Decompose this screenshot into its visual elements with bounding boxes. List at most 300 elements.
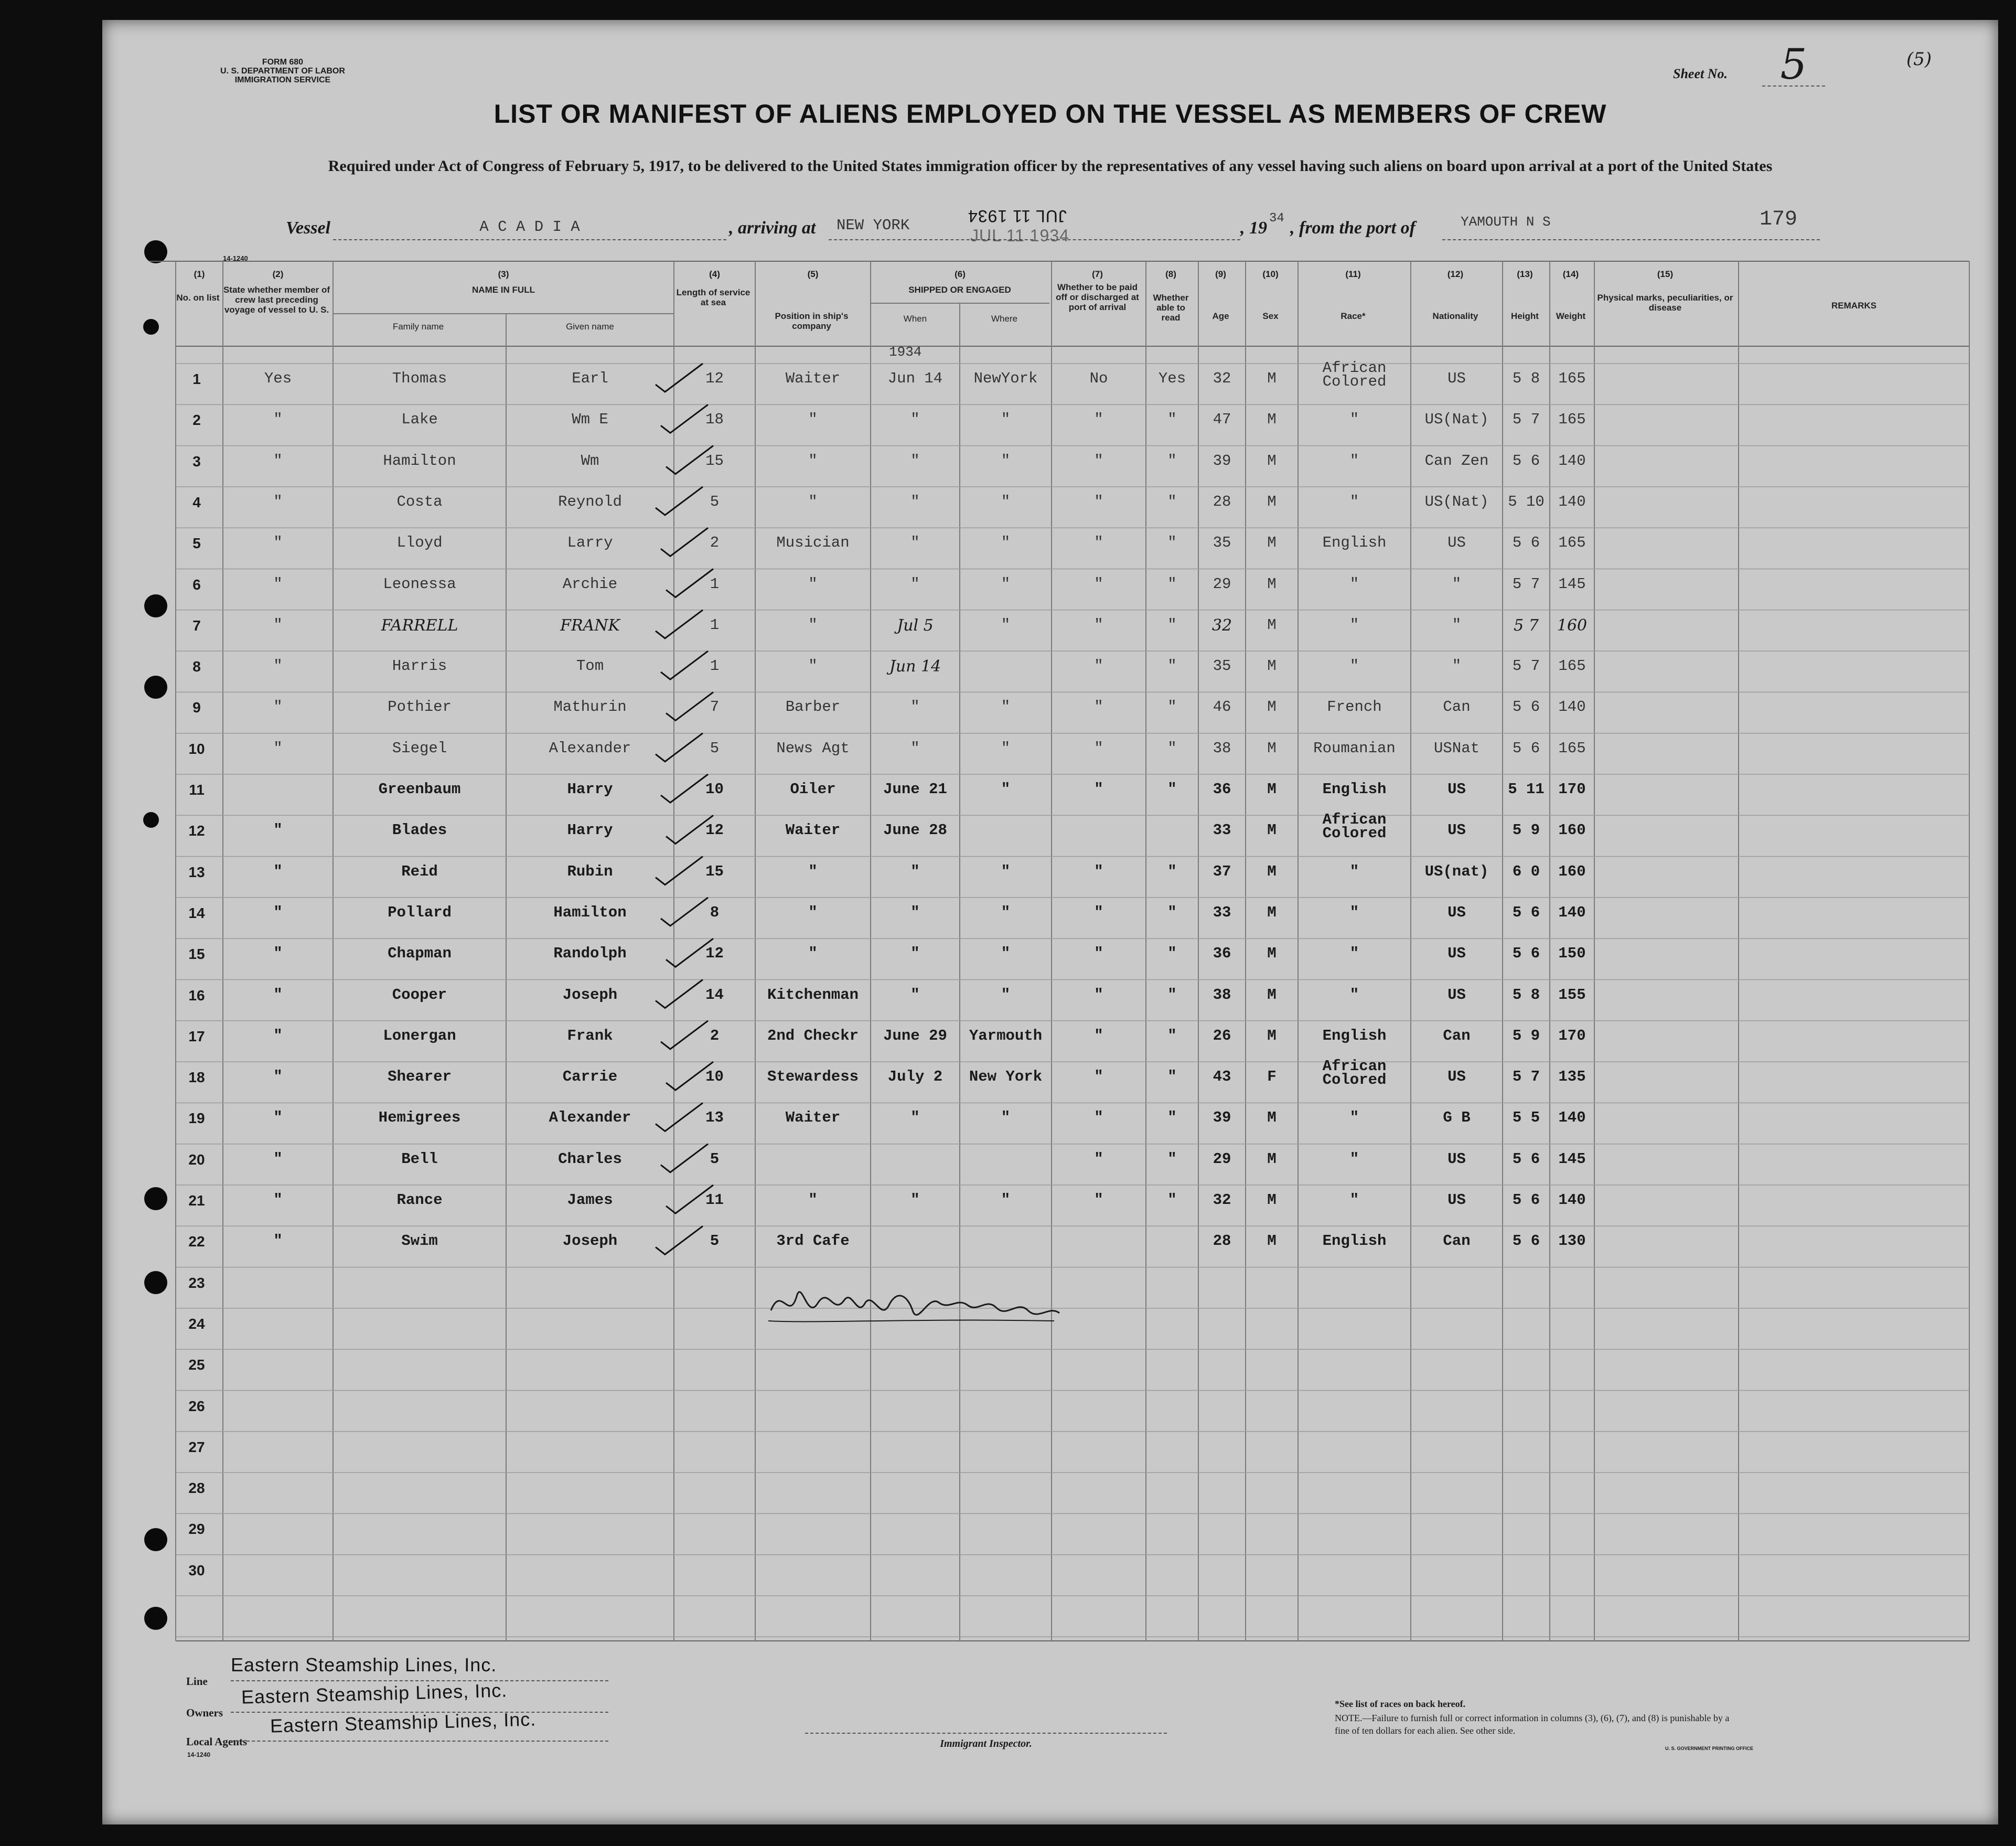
row-number: 12 — [188, 823, 205, 839]
hdr-position: Position in ship's company — [775, 311, 849, 331]
hdr-age: Age — [1212, 311, 1229, 321]
row-prev-voyage: " — [273, 657, 283, 675]
year-prefix: , 19 — [1240, 218, 1267, 238]
row-length-service: 5 — [710, 739, 720, 757]
row-family-name: Pothier — [388, 698, 452, 716]
row-able-read: " — [1167, 452, 1177, 469]
row-weight: 140 — [1558, 452, 1586, 469]
row-weight: 155 — [1558, 986, 1586, 1004]
row-shipped-where: " — [1001, 781, 1011, 798]
row-age: 29 — [1213, 1150, 1231, 1168]
row-age: 33 — [1213, 903, 1231, 921]
row-position: Waiter — [785, 1109, 841, 1127]
hdr-no-on-list: No. on list — [176, 293, 220, 303]
row-shipped-where: NewYork — [973, 370, 1038, 387]
row-race: " — [1349, 1109, 1359, 1127]
row-race: English — [1322, 781, 1387, 798]
row-weight: 165 — [1558, 411, 1586, 429]
row-paid-off: " — [1094, 739, 1103, 757]
row-nationality: US — [1447, 534, 1466, 552]
row-prev-voyage: " — [273, 903, 283, 921]
row-sex: M — [1267, 370, 1277, 387]
row-shipped-where: " — [1001, 862, 1011, 880]
row-shipped-when: " — [910, 452, 920, 469]
row-sex: M — [1267, 781, 1277, 798]
row-shipped-when: " — [910, 534, 920, 552]
row-shipped-when: " — [910, 945, 920, 963]
row-able-read: " — [1167, 945, 1177, 963]
from-port: YAMOUTH N S — [1461, 214, 1551, 230]
row-paid-off: " — [1094, 698, 1103, 716]
row-sex: M — [1267, 616, 1277, 634]
row-family-name: Lake — [401, 411, 438, 429]
row-height: 6 0 — [1512, 862, 1540, 880]
hdr-weight: Weight — [1556, 311, 1586, 321]
row-height: 5 8 — [1512, 986, 1540, 1004]
arriving-label: , arriving at — [729, 218, 816, 238]
footer-owners-value: Eastern Steamship Lines, Inc. — [241, 1679, 508, 1708]
row-weight: 160 — [1558, 821, 1586, 839]
row-position: " — [808, 903, 818, 921]
row-prev-voyage: " — [273, 411, 283, 429]
row-shipped-when: June 28 — [883, 821, 947, 839]
hdr-name-in-full: NAME IN FULL — [472, 285, 535, 295]
row-prev-voyage: " — [273, 945, 283, 963]
row-height: 5 7 — [1512, 1068, 1540, 1086]
row-nationality: USNat — [1433, 739, 1479, 757]
row-family-name: FARRELL — [381, 616, 458, 635]
row-shipped-when: " — [910, 493, 920, 510]
row-length-service: 11 — [705, 1191, 724, 1209]
row-length-service: 5 — [710, 493, 720, 510]
row-able-read: " — [1167, 986, 1177, 1004]
row-given-name: Randolph — [553, 945, 627, 963]
row-race: " — [1349, 411, 1359, 429]
row-shipped-when: Jun 14 — [887, 370, 943, 387]
hdr-sex: Sex — [1262, 311, 1279, 321]
row-race: " — [1349, 575, 1359, 593]
row-able-read: " — [1167, 616, 1177, 634]
row-prev-voyage: " — [273, 986, 283, 1004]
row-height: 5 10 — [1508, 493, 1545, 510]
row-paid-off: " — [1094, 575, 1103, 593]
row-sex: M — [1267, 657, 1277, 675]
row-family-name: Harris — [392, 657, 447, 675]
row-age: 28 — [1213, 493, 1231, 510]
row-weight: 140 — [1558, 1109, 1586, 1127]
row-prev-voyage: " — [273, 1027, 283, 1044]
row-position: " — [808, 616, 818, 634]
row-shipped-where: " — [1001, 411, 1011, 429]
row-sex: M — [1267, 493, 1277, 510]
row-prev-voyage: " — [273, 616, 283, 634]
row-length-service: 12 — [705, 370, 724, 387]
row-race: French — [1327, 698, 1382, 716]
row-length-service: 2 — [710, 1027, 720, 1044]
row-position: " — [808, 575, 818, 593]
row-sex: M — [1267, 1027, 1277, 1044]
row-position: " — [808, 493, 818, 510]
row-able-read: " — [1167, 575, 1177, 593]
row-nationality: " — [1452, 657, 1462, 675]
row-age: 26 — [1213, 1027, 1231, 1044]
row-nationality: US — [1447, 945, 1466, 963]
footer-owners-label: Owners — [186, 1706, 223, 1719]
row-able-read: " — [1167, 739, 1177, 757]
page-number: 179 — [1760, 208, 1798, 231]
row-paid-off: " — [1094, 493, 1103, 510]
row-length-service: 1 — [710, 616, 720, 634]
row-able-read: " — [1167, 1068, 1177, 1086]
row-weight: 160 — [1558, 862, 1586, 880]
row-prev-voyage: " — [273, 493, 283, 510]
row-sex: M — [1267, 821, 1277, 839]
port-label: , from the port of — [1290, 218, 1416, 238]
arriving-port: NEW YORK — [837, 217, 910, 234]
row-number: 21 — [188, 1192, 205, 1209]
row-prev-voyage: " — [273, 1068, 283, 1086]
row-sex: M — [1267, 1232, 1277, 1250]
row-race: " — [1349, 986, 1359, 1004]
row-height: 5 6 — [1512, 1150, 1540, 1168]
row-length-service: 10 — [705, 781, 724, 798]
row-position: News Agt — [776, 739, 850, 757]
row-shipped-where: New York — [969, 1068, 1043, 1086]
row-race: " — [1349, 493, 1359, 510]
row-weight: 140 — [1558, 903, 1586, 921]
row-given-name: Charles — [558, 1150, 622, 1168]
row-height: 5 7 — [1512, 575, 1540, 593]
row-number: 30 — [188, 1562, 205, 1578]
row-length-service: 15 — [705, 862, 724, 880]
date-stamp-mirror: JUL 11 1934 — [968, 207, 1067, 226]
row-given-name: Alexander — [549, 739, 631, 757]
row-length-service: 8 — [710, 903, 720, 921]
hdr-race: Race* — [1341, 311, 1366, 321]
row-race: English — [1322, 1027, 1387, 1044]
row-family-name: Greenbaum — [378, 781, 461, 798]
footer-line-value: Eastern Steamship Lines, Inc. — [231, 1654, 497, 1676]
row-age: 39 — [1213, 1109, 1231, 1127]
row-age: 33 — [1213, 821, 1231, 839]
footnote-races: *See list of races on back hereof. — [1335, 1699, 1466, 1709]
row-sex: M — [1267, 575, 1277, 593]
row-paid-off: " — [1094, 1109, 1103, 1127]
hdr-given-name: Given name — [566, 322, 614, 332]
row-paid-off: " — [1094, 657, 1103, 675]
hdr-height: Height — [1511, 311, 1539, 321]
column-number: (12) — [1447, 269, 1464, 279]
row-given-name: Harry — [567, 781, 613, 798]
row-height: 5 6 — [1512, 1232, 1540, 1250]
row-nationality: Can — [1443, 1232, 1471, 1250]
row-sex: M — [1267, 411, 1277, 429]
row-shipped-when: " — [910, 862, 920, 880]
hdr-shipped-engaged: SHIPPED OR ENGAGED — [908, 285, 1011, 295]
row-sex: M — [1267, 534, 1277, 552]
row-number: 22 — [188, 1233, 205, 1250]
row-paid-off: " — [1094, 452, 1103, 469]
column-number: (7) — [1092, 269, 1103, 279]
row-length-service: 12 — [705, 821, 724, 839]
inspector-label: Immigrant Inspector. — [940, 1738, 1032, 1749]
row-given-name: Archie — [562, 575, 618, 593]
row-number: 19 — [188, 1110, 205, 1127]
column-number: (11) — [1345, 269, 1361, 279]
row-family-name: Pollard — [388, 903, 452, 921]
row-nationality: US — [1447, 1150, 1466, 1168]
row-nationality: Can — [1443, 1027, 1471, 1044]
row-nationality: US — [1447, 903, 1466, 921]
column-number: (3) — [498, 269, 509, 279]
row-age: 28 — [1213, 1232, 1231, 1250]
row-length-service: 12 — [705, 945, 724, 963]
row-position: Musician — [776, 534, 850, 552]
row-age: 43 — [1213, 1068, 1231, 1086]
row-paid-off: " — [1094, 1191, 1103, 1209]
row-given-name: Wm — [581, 452, 599, 469]
row-position: Waiter — [785, 821, 841, 839]
row-position: " — [808, 1191, 818, 1209]
row-able-read: " — [1167, 1027, 1177, 1044]
footer-agents-underline — [231, 1741, 608, 1742]
row-weight: 165 — [1558, 739, 1586, 757]
row-nationality: US — [1447, 1068, 1466, 1086]
row-position: " — [808, 657, 818, 675]
row-length-service: 5 — [710, 1232, 720, 1250]
row-prev-voyage: " — [273, 1109, 283, 1127]
row-number: 28 — [188, 1480, 205, 1497]
sheet-label: Sheet No. — [1673, 66, 1728, 81]
row-height: 5 5 — [1512, 1109, 1540, 1127]
row-prev-voyage: " — [273, 534, 283, 552]
row-able-read: " — [1167, 411, 1177, 429]
row-given-name: Alexander — [549, 1109, 631, 1127]
row-paid-off: " — [1094, 1068, 1103, 1086]
row-number: 16 — [188, 987, 205, 1004]
row-able-read: " — [1167, 1109, 1177, 1127]
row-sex: F — [1267, 1068, 1277, 1086]
row-height: 5 8 — [1512, 370, 1540, 387]
row-sex: M — [1267, 739, 1277, 757]
row-race: Roumanian — [1313, 739, 1396, 757]
row-age: 46 — [1213, 698, 1231, 716]
row-paid-off: " — [1094, 903, 1103, 921]
vessel-name: A C A D I A — [479, 218, 580, 236]
row-prev-voyage: " — [273, 1150, 283, 1168]
row-number: 5 — [192, 535, 201, 552]
row-age: 29 — [1213, 575, 1231, 593]
row-shipped-when: " — [910, 698, 920, 716]
inspector-signature — [760, 1274, 1075, 1331]
row-shipped-when: " — [910, 575, 920, 593]
row-sex: M — [1267, 1191, 1277, 1209]
row-number: 20 — [188, 1151, 205, 1168]
row-number: 13 — [188, 863, 205, 880]
row-family-name: Cooper — [392, 986, 447, 1004]
year-note: 1934 — [889, 344, 922, 360]
row-height: 5 7 — [1512, 657, 1540, 675]
row-nationality: Can — [1443, 698, 1471, 716]
row-number: 25 — [188, 1357, 205, 1373]
year-value: 34 — [1269, 211, 1284, 226]
row-height: 5 6 — [1512, 739, 1540, 757]
row-number: 24 — [188, 1315, 205, 1332]
row-weight: 160 — [1557, 616, 1588, 635]
row-weight: 140 — [1558, 493, 1586, 510]
row-family-name: Costa — [396, 493, 443, 510]
row-prev-voyage: Yes — [264, 370, 292, 387]
row-race: English — [1322, 1232, 1387, 1250]
form-number: FORM 680 — [262, 58, 304, 67]
row-nationality: US(nat) — [1424, 862, 1489, 880]
row-shipped-when: " — [910, 1109, 920, 1127]
row-shipped-where: " — [1001, 1109, 1011, 1127]
row-weight: 170 — [1558, 781, 1586, 798]
row-shipped-where: " — [1001, 739, 1011, 757]
row-sex: M — [1267, 903, 1277, 921]
row-race: English — [1322, 534, 1387, 552]
row-position: " — [808, 945, 818, 963]
row-height: 5 6 — [1512, 945, 1540, 963]
row-prev-voyage: " — [273, 739, 283, 757]
row-shipped-when: " — [910, 903, 920, 921]
row-family-name: Bell — [401, 1150, 438, 1168]
department: U. S. DEPARTMENT OF LABOR — [220, 67, 345, 76]
row-able-read: Yes — [1158, 370, 1186, 387]
row-nationality: US — [1447, 1191, 1466, 1209]
row-shipped-where: " — [1001, 493, 1011, 510]
row-prev-voyage: " — [273, 862, 283, 880]
row-age: 32 — [1213, 370, 1231, 387]
row-prev-voyage: " — [273, 1191, 283, 1209]
row-shipped-where: " — [1001, 945, 1011, 963]
row-sex: M — [1267, 452, 1277, 469]
row-family-name: Chapman — [388, 945, 452, 963]
row-length-service: 2 — [710, 534, 720, 552]
row-number: 7 — [192, 617, 201, 634]
row-shipped-where: " — [1001, 698, 1011, 716]
row-weight: 140 — [1558, 1191, 1586, 1209]
row-given-name: Mathurin — [553, 698, 627, 716]
row-able-read: " — [1167, 493, 1177, 510]
row-paid-off: " — [1094, 534, 1103, 552]
row-number: 11 — [189, 782, 205, 798]
row-race: " — [1349, 616, 1359, 634]
row-weight: 140 — [1558, 698, 1586, 716]
row-age: 37 — [1213, 862, 1231, 880]
hdr-where: Where — [991, 314, 1018, 324]
row-shipped-when: " — [910, 986, 920, 1004]
row-paid-off: No — [1089, 370, 1108, 387]
row-height: 5 6 — [1512, 452, 1540, 469]
row-sex: M — [1267, 862, 1277, 880]
row-race: African Colored — [1322, 1058, 1387, 1089]
row-shipped-where: " — [1001, 1191, 1011, 1209]
row-nationality: US(Nat) — [1424, 493, 1489, 510]
row-number: 26 — [188, 1397, 205, 1414]
row-length-service: 7 — [710, 698, 720, 716]
column-number: (2) — [272, 269, 284, 279]
row-given-name: Hamilton — [553, 903, 627, 921]
row-shipped-when: " — [910, 1191, 920, 1209]
row-position: Oiler — [790, 781, 836, 798]
row-number: 2 — [192, 412, 201, 429]
row-height: 5 9 — [1512, 821, 1540, 839]
page-subtitle: Required under Act of Congress of February 5, 1917, to be delivered to the United States immigration officer by the representatives of any vessel having such aliens on board upon arrival at a port of the United States — [328, 157, 1773, 175]
row-shipped-where: " — [1001, 616, 1011, 634]
row-length-service: 1 — [710, 657, 720, 675]
row-nationality: US — [1447, 781, 1466, 798]
column-number: (6) — [955, 269, 966, 279]
sheet-number: 5 — [1762, 44, 1825, 87]
row-number: 29 — [188, 1521, 205, 1538]
column-number: (4) — [709, 269, 720, 279]
row-shipped-when: June 21 — [883, 781, 947, 798]
row-paid-off: " — [1094, 945, 1103, 963]
row-prev-voyage: " — [273, 1232, 283, 1250]
hdr-nationality: Nationality — [1432, 311, 1478, 321]
row-prev-voyage: " — [273, 452, 283, 469]
row-shipped-where: " — [1001, 986, 1011, 1004]
row-family-name: Swim — [401, 1232, 438, 1250]
row-weight: 145 — [1558, 1150, 1586, 1168]
row-number: 9 — [192, 699, 201, 716]
row-able-read: " — [1167, 1191, 1177, 1209]
row-length-service: 10 — [705, 1068, 724, 1086]
footer-agents-value: Eastern Steamship Lines, Inc. — [270, 1708, 537, 1737]
row-given-name: Reynold — [558, 493, 622, 510]
row-paid-off: " — [1094, 1150, 1103, 1168]
row-age: 39 — [1213, 452, 1231, 469]
row-race: " — [1349, 862, 1359, 880]
row-nationality: " — [1452, 616, 1462, 634]
row-nationality: " — [1452, 575, 1462, 593]
row-length-service: 18 — [705, 411, 724, 429]
row-position: " — [808, 862, 818, 880]
row-able-read: " — [1167, 1150, 1177, 1168]
row-family-name: Rance — [396, 1191, 443, 1209]
row-race: " — [1349, 1191, 1359, 1209]
column-number: (8) — [1165, 269, 1176, 279]
row-length-service: 14 — [705, 986, 724, 1004]
row-given-name: Joseph — [562, 1232, 618, 1250]
row-able-read: " — [1167, 781, 1177, 798]
row-given-name: Carrie — [562, 1068, 618, 1086]
row-able-read: " — [1167, 534, 1177, 552]
row-height: 5 6 — [1512, 698, 1540, 716]
footer-print-code: 14-1240 — [187, 1751, 211, 1758]
row-paid-off: " — [1094, 616, 1103, 634]
row-able-read: " — [1167, 657, 1177, 675]
row-height: 5 9 — [1512, 1027, 1540, 1044]
row-nationality: US — [1447, 370, 1466, 387]
row-length-service: 5 — [710, 1150, 720, 1168]
hdr-family-name: Family name — [392, 322, 444, 332]
row-nationality: G B — [1443, 1109, 1471, 1127]
hdr-when: When — [903, 314, 927, 324]
row-number: 8 — [192, 658, 201, 675]
row-height: 5 7 — [1514, 616, 1539, 635]
row-number: 3 — [192, 453, 201, 469]
gpo-imprint: U. S. GOVERNMENT PRINTING OFFICE — [1665, 1746, 1754, 1751]
row-nationality: US(Nat) — [1424, 411, 1489, 429]
row-able-read: " — [1167, 698, 1177, 716]
row-family-name: Hemigrees — [378, 1109, 461, 1127]
row-number: 23 — [188, 1274, 205, 1291]
row-shipped-where: " — [1001, 575, 1011, 593]
footer-line-label: Line — [186, 1675, 208, 1688]
